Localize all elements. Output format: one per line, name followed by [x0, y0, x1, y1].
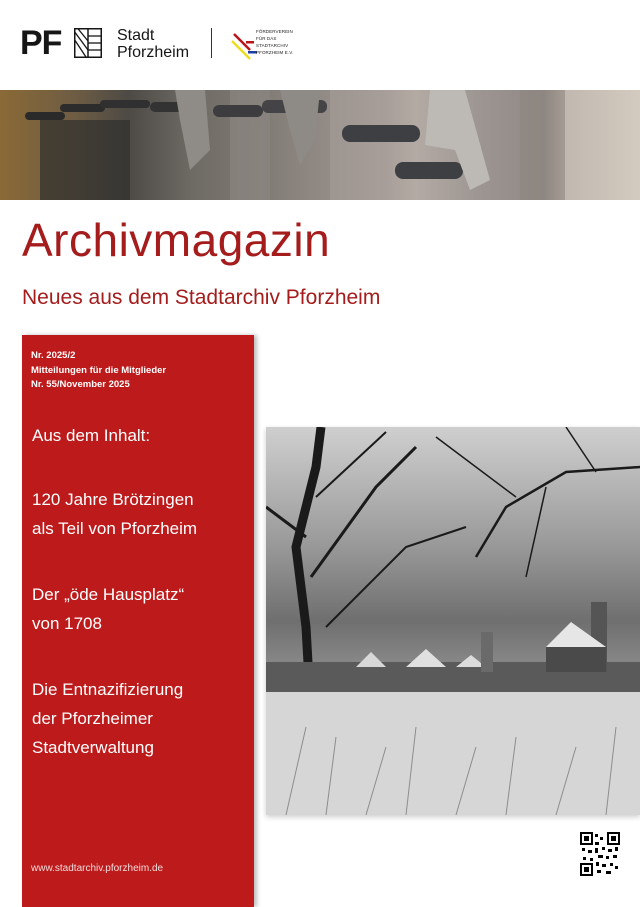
- contents-item-line: von 1708: [32, 614, 102, 633]
- verein-line-3: STADTARCHIV: [256, 43, 289, 48]
- contents-item: [32, 580, 252, 638]
- city-name-line1: Stadt: [117, 27, 155, 44]
- qr-code-icon[interactable]: [580, 832, 620, 876]
- verein-line-4: PFORZHEIM E.V.: [256, 50, 294, 55]
- city-name-line2: Pforzheim: [117, 44, 190, 61]
- foerderverein-logo-text: [256, 28, 293, 56]
- verein-line-2: FÜR DAS: [256, 36, 277, 41]
- contents-panel: [22, 335, 254, 907]
- contents-heading: Aus dem Inhalt:: [32, 426, 151, 445]
- winter-landscape-illustration: [266, 427, 640, 815]
- website-link[interactable]: www.stadtarchiv.pforzheim.de: [31, 863, 164, 874]
- city-name: [117, 27, 189, 61]
- issue-info: [31, 349, 166, 393]
- contents-item-line: der Pforzheimer: [32, 709, 153, 728]
- contents-item: [32, 485, 252, 543]
- magazine-subtitle: Neues aus dem Stadtarchiv Pforzheim: [22, 286, 381, 309]
- contents-item-line: als Teil von Pforzheim: [32, 519, 198, 538]
- verein-line-1: FÖRDERVEREIN: [256, 29, 293, 34]
- banner-photo: [0, 90, 640, 200]
- contents-item-line: Der „öde Hausplatz“: [32, 585, 185, 604]
- pf-coat-of-arms-icon: [74, 28, 102, 58]
- contents-item-line: Die Entnazifizierung: [32, 680, 184, 699]
- pf-logo-text: PF: [20, 24, 62, 62]
- issue-description: Mitteilungen für die Mitglieder: [31, 364, 167, 376]
- header-divider: [211, 28, 212, 58]
- cover-photo: [266, 427, 640, 815]
- contents-item: [32, 675, 252, 762]
- magazine-title: Archivmagazin: [22, 214, 331, 266]
- contents-item-line: 120 Jahre Brötzingen: [32, 490, 194, 509]
- crank-handles-illustration: [0, 90, 640, 200]
- contents-item-line: Stadtverwaltung: [32, 738, 154, 757]
- issue-date: Nr. 55/November 2025: [31, 379, 130, 390]
- issue-number: Nr. 2025/2: [31, 350, 76, 361]
